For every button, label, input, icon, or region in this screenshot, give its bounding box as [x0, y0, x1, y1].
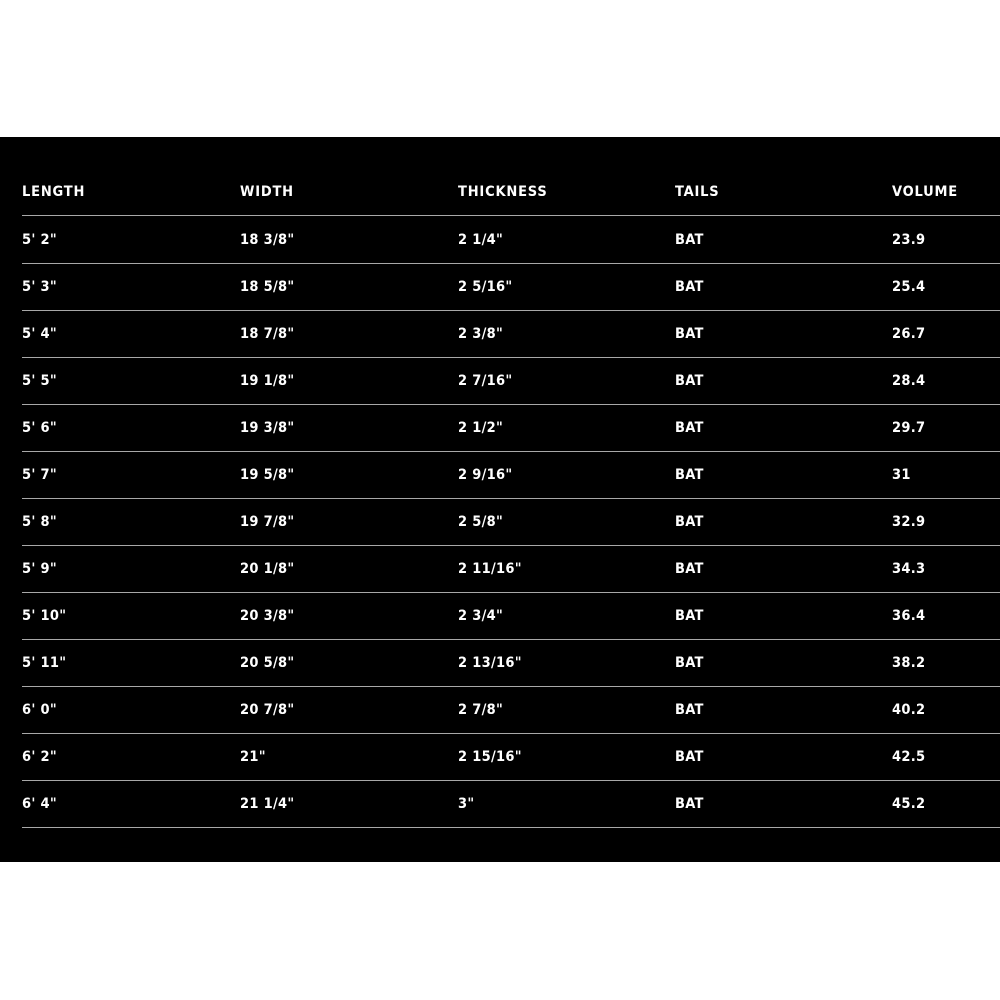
cell-width: 20 3/8" — [240, 608, 295, 624]
cell-tails: BAT — [675, 702, 704, 718]
cell-volume: 29.7 — [892, 420, 926, 436]
cell-volume: 34.3 — [892, 561, 926, 577]
header-length: LENGTH — [22, 184, 86, 200]
cell-tails: BAT — [675, 232, 704, 248]
cell-tails: BAT — [675, 796, 704, 812]
cell-volume: 26.7 — [892, 326, 926, 342]
table-row — [22, 781, 1000, 828]
cell-length: 5' 10" — [22, 608, 67, 624]
cell-thickness: 2 7/8" — [458, 702, 504, 718]
table-row — [22, 687, 1000, 734]
cell-thickness: 2 9/16" — [458, 467, 513, 483]
cell-tails: BAT — [675, 561, 704, 577]
size-chart-table — [0, 137, 1000, 862]
cell-length: 6' 0" — [22, 702, 57, 718]
cell-width: 20 5/8" — [240, 655, 295, 671]
cell-thickness: 2 5/8" — [458, 514, 504, 530]
cell-volume: 25.4 — [892, 279, 926, 295]
cell-length: 5' 11" — [22, 655, 67, 671]
cell-volume: 38.2 — [892, 655, 926, 671]
cell-thickness: 2 13/16" — [458, 655, 522, 671]
cell-width: 18 5/8" — [240, 279, 295, 295]
cell-thickness: 2 11/16" — [458, 561, 522, 577]
cell-tails: BAT — [675, 420, 704, 436]
cell-width: 21 1/4" — [240, 796, 295, 812]
cell-tails: BAT — [675, 749, 704, 765]
header-tails: TAILS — [675, 184, 720, 200]
table-row — [22, 546, 1000, 593]
table-row — [22, 593, 1000, 640]
cell-width: 18 3/8" — [240, 232, 295, 248]
cell-volume: 32.9 — [892, 514, 926, 530]
cell-thickness: 2 1/4" — [458, 232, 504, 248]
cell-length: 6' 2" — [22, 749, 57, 765]
cell-tails: BAT — [675, 514, 704, 530]
cell-width: 19 1/8" — [240, 373, 295, 389]
cell-thickness: 2 1/2" — [458, 420, 504, 436]
cell-width: 19 3/8" — [240, 420, 295, 436]
cell-volume: 45.2 — [892, 796, 926, 812]
cell-thickness: 2 7/16" — [458, 373, 513, 389]
cell-thickness: 2 5/16" — [458, 279, 513, 295]
header-width: WIDTH — [240, 184, 294, 200]
cell-width: 19 7/8" — [240, 514, 295, 530]
cell-volume: 28.4 — [892, 373, 926, 389]
table-row — [22, 734, 1000, 781]
cell-tails: BAT — [675, 655, 704, 671]
table-row — [22, 311, 1000, 358]
cell-tails: BAT — [675, 467, 704, 483]
cell-thickness: 2 3/8" — [458, 326, 504, 342]
table-header-row — [22, 169, 1000, 216]
cell-volume: 31 — [892, 467, 911, 483]
cell-length: 5' 3" — [22, 279, 57, 295]
cell-length: 5' 2" — [22, 232, 57, 248]
cell-volume: 42.5 — [892, 749, 926, 765]
cell-tails: BAT — [675, 608, 704, 624]
cell-length: 5' 5" — [22, 373, 57, 389]
table-row — [22, 405, 1000, 452]
table-row — [22, 452, 1000, 499]
table-row — [22, 217, 1000, 264]
cell-thickness: 2 3/4" — [458, 608, 504, 624]
cell-length: 6' 4" — [22, 796, 57, 812]
cell-tails: BAT — [675, 326, 704, 342]
cell-volume: 23.9 — [892, 232, 926, 248]
table-row — [22, 264, 1000, 311]
cell-length: 5' 9" — [22, 561, 57, 577]
cell-volume: 40.2 — [892, 702, 926, 718]
cell-width: 18 7/8" — [240, 326, 295, 342]
table-row — [22, 640, 1000, 687]
cell-length: 5' 4" — [22, 326, 57, 342]
table-row — [22, 499, 1000, 546]
cell-length: 5' 7" — [22, 467, 57, 483]
cell-width: 20 1/8" — [240, 561, 295, 577]
cell-width: 19 5/8" — [240, 467, 295, 483]
cell-tails: BAT — [675, 279, 704, 295]
cell-tails: BAT — [675, 373, 704, 389]
header-thickness: THICKNESS — [458, 184, 548, 200]
cell-length: 5' 8" — [22, 514, 57, 530]
cell-width: 20 7/8" — [240, 702, 295, 718]
cell-thickness: 2 15/16" — [458, 749, 522, 765]
table-row — [22, 358, 1000, 405]
cell-length: 5' 6" — [22, 420, 57, 436]
cell-thickness: 3" — [458, 796, 475, 812]
cell-volume: 36.4 — [892, 608, 926, 624]
cell-width: 21" — [240, 749, 266, 765]
header-volume: VOLUME — [892, 184, 959, 200]
